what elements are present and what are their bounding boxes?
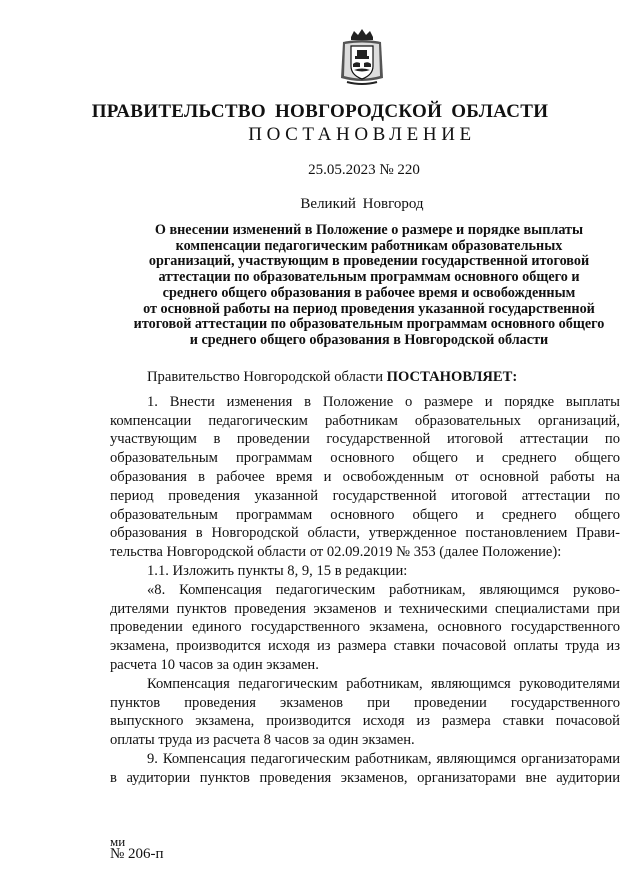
body-line: образовательным программам основного общего и среднего общего (110, 506, 620, 523)
title-line: организаций, участвующим в проведении государственной итоговой (148, 253, 590, 270)
body-line: тельства Новгородской области от 02.09.2019 № 353 (далее Положение): (110, 544, 562, 561)
document-type: ПОСТАНОВЛЕНИЕ (248, 124, 476, 145)
body-line: образования в рабочее время и освобожденным от основной работы на (110, 468, 620, 485)
title-line: от основной работы на период проведения указанной государственной (143, 300, 595, 317)
body-line: 1. Внести изменения в Положение о размере и порядке выплаты (147, 393, 620, 410)
body-line: компенсации педагогическим работникам образовательных организаций, (110, 412, 620, 429)
body-line: участвующим в проведении государственной итоговой аттестации по (110, 431, 620, 448)
title-line: итоговой аттестации по образовательным программам основного общего (133, 316, 605, 333)
body-line: 1.1. Изложить пункты 8, 9, 15 в редакции: (147, 562, 408, 579)
body-line: Компенсация педагогическим работникам, являющимся руководителями (147, 675, 620, 692)
organization-heading: ПРАВИТЕЛЬСТВО НОВГОРОДСКОЙ ОБЛАСТИ (91, 101, 549, 122)
footer-initials: ми (110, 834, 126, 849)
preamble-text: Правительство Новгородской области (147, 369, 384, 385)
body-line: оплаты труда из расчета 8 часов за один экзамен. (110, 732, 415, 749)
body-line: проведении единого государственного экзамена, основного государственного (110, 619, 620, 636)
body-line: «8. Компенсация педагогическим работникам, являющимся руково- (147, 581, 620, 598)
body-line: выпускного экзамена, производится исходя из размера ставки почасовой (110, 713, 620, 730)
body-line: период проведения указанной государственной итоговой аттестации по (110, 487, 620, 504)
novgorod-coat-of-arms-icon (337, 28, 387, 86)
title-line: среднего общего образования в рабочее время и освобожденным (162, 284, 576, 301)
decree-body (110, 368, 620, 788)
city: Великий Новгород (300, 196, 424, 212)
body-line: экзамена, производится исходя из размера ставки почасовой оплаты труда из (110, 638, 620, 655)
date-and-number: 25.05.2023 № 220 (308, 162, 420, 178)
footer-number: № 206-п (110, 846, 164, 862)
body-line: пунктов проведения экзаменов при проведении государственного (110, 694, 620, 711)
footer-note (110, 836, 164, 860)
decree-word: ПОСТАНОВЛЯЕТ: (386, 369, 518, 385)
body-line: в аудитории пунктов проведения экзаменов, организаторами вне аудитории (110, 769, 620, 786)
body-line: образования в Новгородской области, утвержденное постановлением Прави- (110, 525, 620, 542)
title-line: компенсации педагогическим работникам образовательных (175, 237, 563, 254)
title-line: аттестации по образовательным программам основного общего и (158, 269, 580, 286)
body-line: дителями пунктов проведения экзаменов и техническими специалистами при (110, 600, 620, 617)
preamble (110, 368, 620, 387)
title-line: и среднего общего образования в Новгородской области (189, 331, 549, 348)
title-line: О внесении изменений в Положение о размере и порядке выплаты (154, 222, 584, 238)
body-line: 9. Компенсация педагогическим работникам, являющимся организаторами (147, 750, 620, 767)
decree-title (110, 223, 628, 349)
body-line: расчета 10 часов за один экзамен. (110, 656, 319, 673)
body-line: образовательным программам основного общего и среднего общего (110, 450, 620, 467)
